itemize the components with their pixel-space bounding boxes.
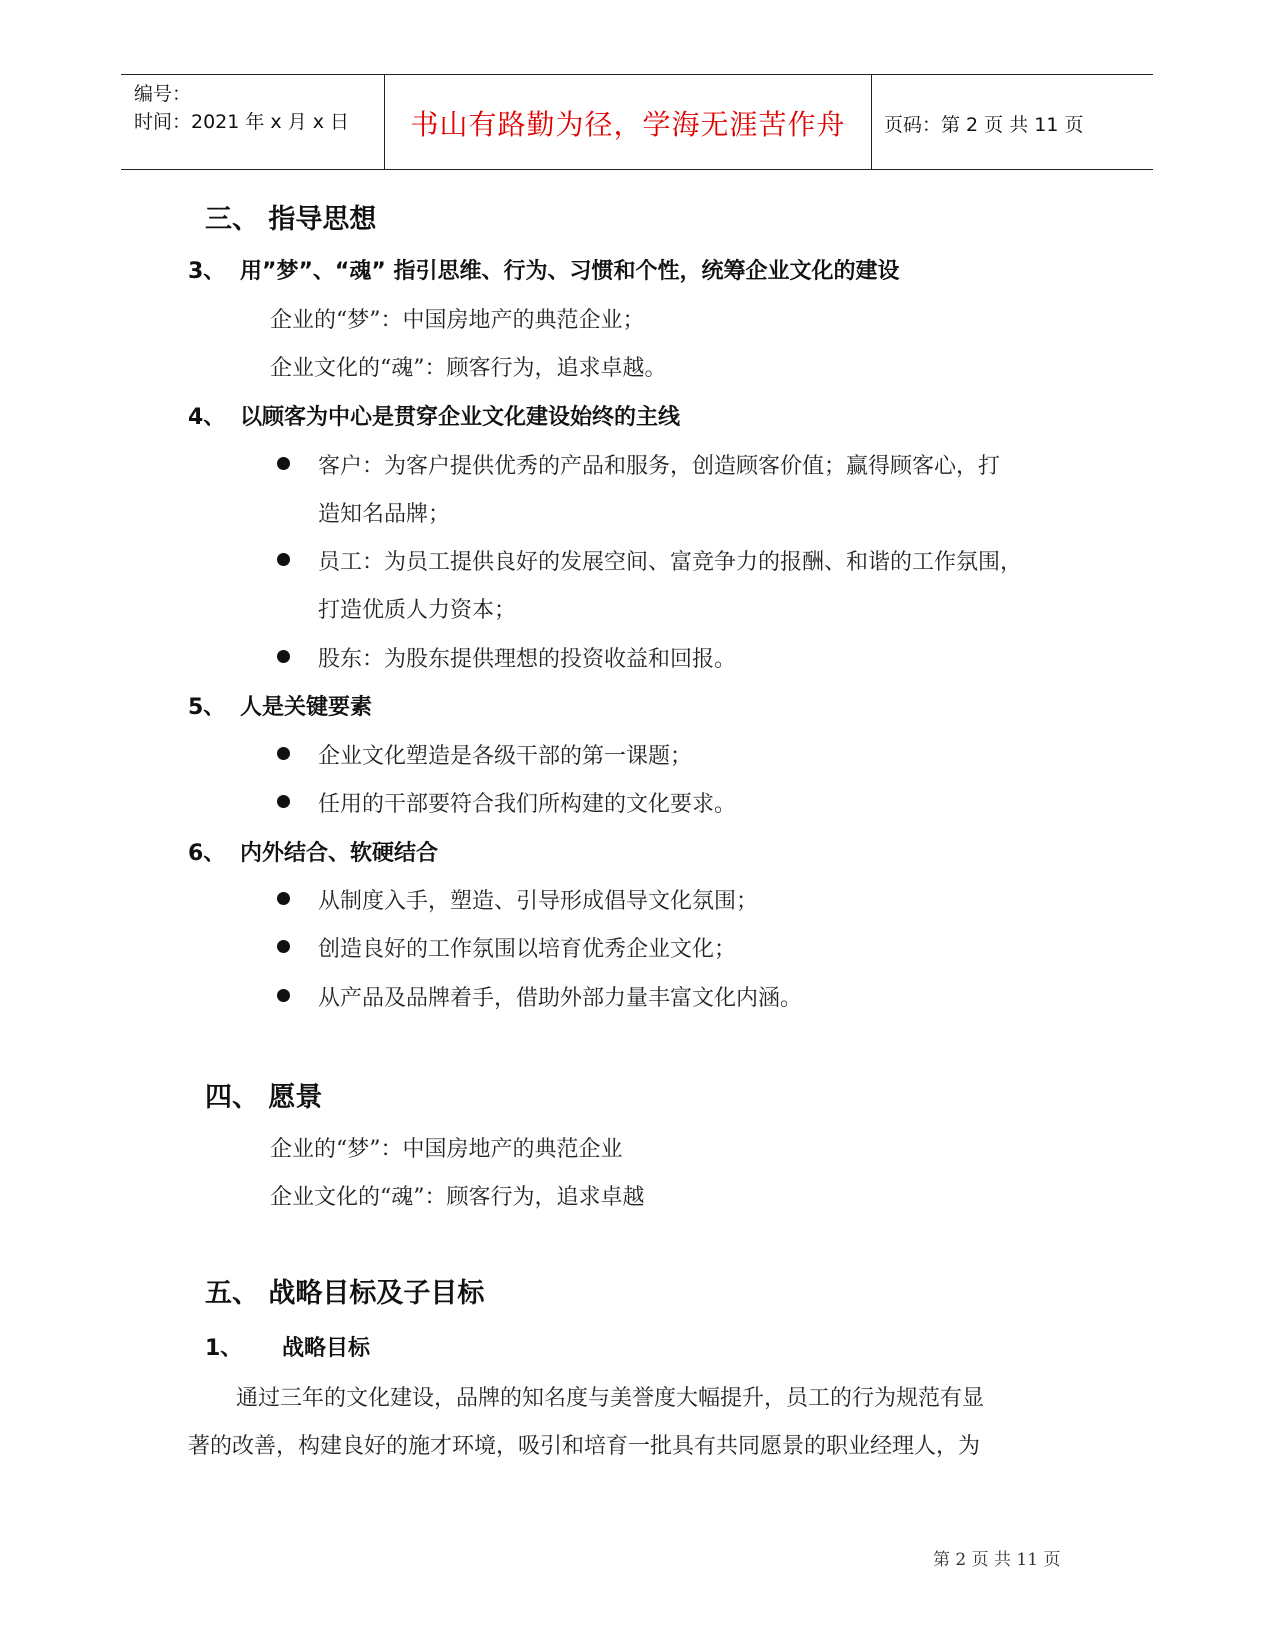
item-5-bullet-text: 企业文化塑造是各级干部的第一课题； xyxy=(318,744,693,769)
section-3-title: 三、 指导思想 xyxy=(205,204,377,235)
item-4-bullet-text: 客户：为客户提供优秀的产品和服务，创造顾客价值；赢得顾客心，打 xyxy=(318,454,1001,479)
sub-item-title: 战略目标 xyxy=(282,1336,371,1361)
item-6-title: 内外结合、软硬结合 xyxy=(240,841,439,866)
item-3-line: 企业文化的“魂”：顾客行为，追求卓越。 xyxy=(270,356,667,381)
page-header xyxy=(121,74,1153,170)
item-6-number: 6、 xyxy=(188,841,226,866)
header-info-cell xyxy=(121,75,384,169)
bullet-icon xyxy=(277,892,290,905)
item-6-bullet-text: 创造良好的工作氛围以培育优秀企业文化； xyxy=(318,937,737,962)
bullet-icon xyxy=(277,940,290,953)
item-4-bullet-text: 造知名品牌； xyxy=(318,502,451,527)
item-5-bullet-text: 任用的干部要符合我们所构建的文化要求。 xyxy=(318,792,737,817)
document-time-label: 时间：2021 年 x 月 x 日 xyxy=(134,111,350,133)
header-motto-cell xyxy=(384,75,872,169)
section-4-title: 四、 愿景 xyxy=(205,1082,323,1113)
item-5-number: 5、 xyxy=(188,695,226,720)
item-4-number: 4、 xyxy=(188,405,226,430)
paragraph-line: 著的改善，构建良好的施才环境，吸引和培育一批具有共同愿景的职业经理人，为 xyxy=(188,1434,981,1459)
bullet-icon xyxy=(277,457,290,470)
header-page-number: 页码：第 2 页 共 11 页 xyxy=(884,114,1084,136)
section-5-title: 五、 战略目标及子目标 xyxy=(205,1278,485,1309)
item-6-bullet-text: 从制度入手，塑造、引导形成倡导文化氛围； xyxy=(318,889,759,914)
bullet-icon xyxy=(277,747,290,760)
item-3-line: 企业的“梦”：中国房地产的典范企业； xyxy=(270,308,645,333)
header-motto: 书山有路勤为径，学海无涯苦作舟 xyxy=(410,108,846,141)
bullet-icon xyxy=(277,795,290,808)
item-4-bullet-text: 股东：为股东提供理想的投资收益和回报。 xyxy=(318,647,737,672)
item-3-title: 用”梦”、“魂” 指引思维、行为、习惯和个性，统筹企业文化的建设 xyxy=(240,259,900,284)
item-4-bullet-text: 员工：为员工提供良好的发展空间、富竞争力的报酬、和谐的工作氛围， xyxy=(318,550,1023,575)
item-3-number: 3、 xyxy=(188,259,226,284)
document-code-label: 编号： xyxy=(134,83,192,105)
bullet-icon xyxy=(277,989,290,1002)
item-6-bullet-text: 从产品及品牌着手，借助外部力量丰富文化内涵。 xyxy=(318,986,803,1011)
item-4-bullet-text: 打造优质人力资本； xyxy=(318,598,517,623)
footer-page-number: 第 2 页 共 11 页 xyxy=(933,1550,1061,1570)
paragraph-line: 通过三年的文化建设，品牌的知名度与美誉度大幅提升，员工的行为规范有显 xyxy=(236,1386,985,1411)
bullet-icon xyxy=(277,650,290,663)
vision-line: 企业文化的“魂”：顾客行为，追求卓越 xyxy=(270,1185,645,1210)
bullet-icon xyxy=(277,553,290,566)
item-4-title: 以顾客为中心是贯穿企业文化建设始终的主线 xyxy=(240,405,681,430)
sub-item-number: 1、 xyxy=(205,1336,243,1361)
item-5-title: 人是关键要素 xyxy=(240,695,373,720)
vision-line: 企业的“梦”：中国房地产的典范企业 xyxy=(270,1137,623,1162)
header-page-cell xyxy=(872,75,1153,169)
